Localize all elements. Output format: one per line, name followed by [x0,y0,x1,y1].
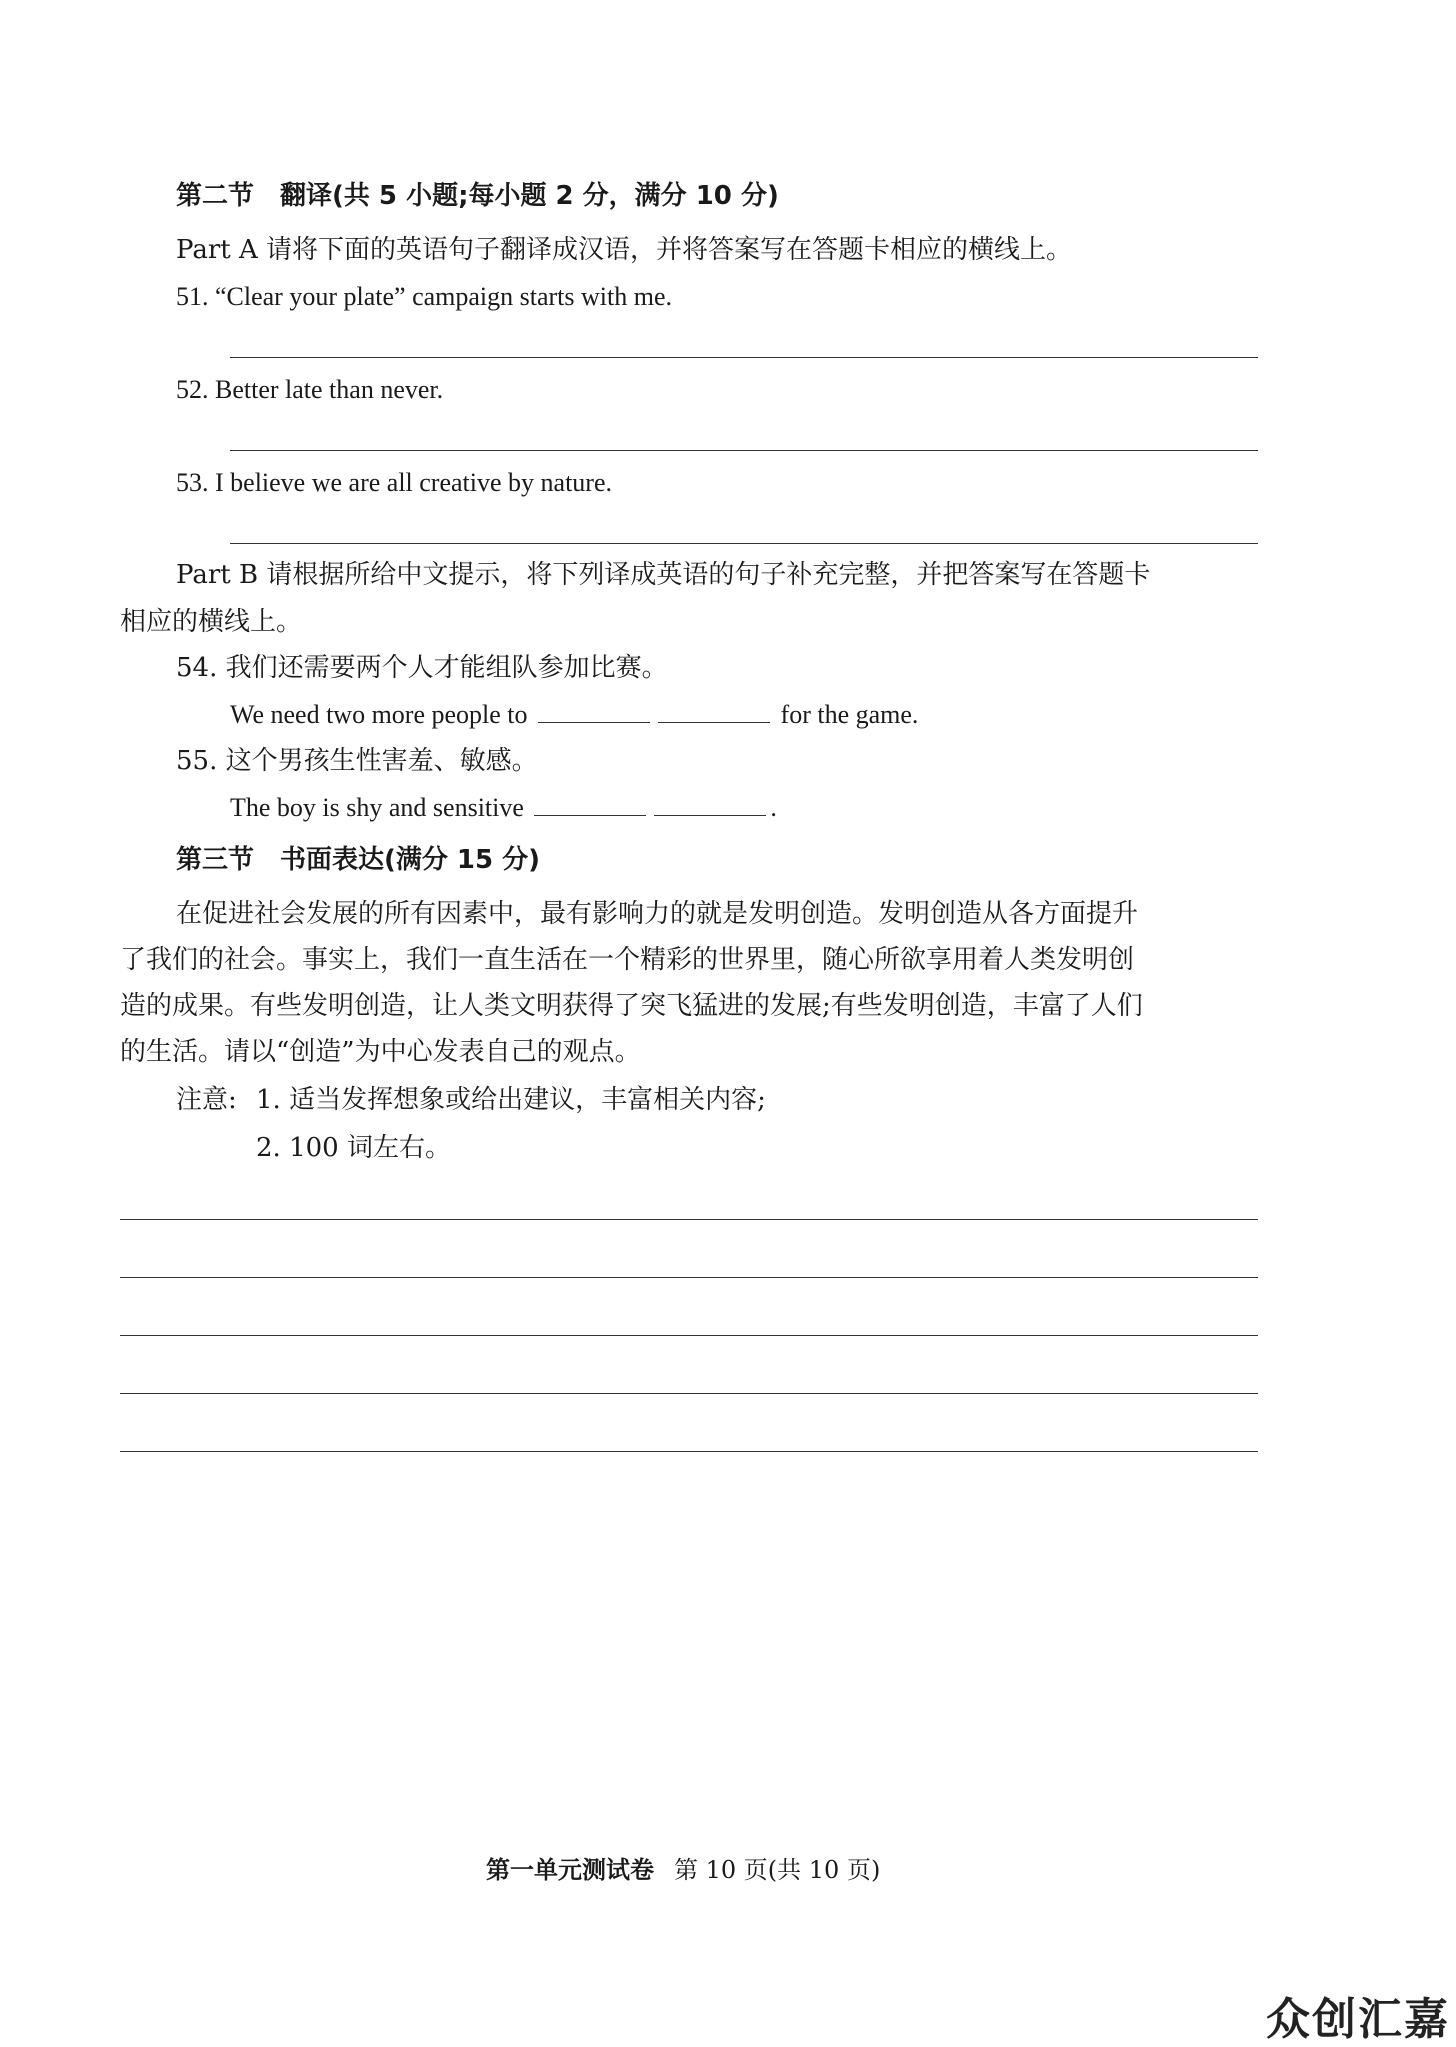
question-55 [176,743,538,779]
footer-page-number: 第 10 页(共 10 页) [674,1856,881,1884]
writing-line-5[interactable] [120,1451,1258,1452]
answer-line-51[interactable] [230,357,1258,358]
part-b-instruction-line-1: Part B 请根据所给中文提示，将下列译成英语的句子补充完整，并把答案写在答题卡 [176,560,1151,590]
writing-line-4[interactable] [120,1393,1258,1394]
question-text: Better late than never. [215,375,444,404]
question-53 [176,465,612,501]
question-52 [176,372,443,408]
question-55-sentence [230,790,777,826]
question-chinese: 我们还需要两个人才能组队参加比赛。 [225,653,668,683]
page-footer [486,1852,880,1888]
section-3-heading: 第三节 书面表达(满分 15 分) [176,845,541,875]
sentence-start: The boy is shy and sensitive [230,793,524,822]
question-number: 54. [176,653,218,683]
question-51 [176,279,672,315]
question-54-sentence [230,697,918,733]
note-label: 注意: [176,1085,237,1115]
question-number: 53. [176,468,209,497]
question-number: 51. [176,282,209,311]
note-1: 1. 适当发挥想象或给出建议，丰富相关内容; [256,1085,766,1115]
prompt-line-1: 在促进社会发展的所有因素中，最有影响力的就是发明创造。发明创造从各方面提升 [176,899,1139,929]
blank-input[interactable] [538,700,650,723]
watermark-logo: 众创汇嘉 [1266,1994,1450,2045]
section-2-heading: 第二节 翻译(共 5 小题;每小题 2 分，满分 10 分) [176,181,779,211]
sentence-end: . [770,793,777,822]
blank-input[interactable] [658,700,770,723]
question-number: 55. [176,746,218,776]
question-text: I believe we are all creative by nature. [215,468,612,497]
writing-line-1[interactable] [120,1219,1258,1220]
blank-input[interactable] [654,793,766,816]
question-number: 52. [176,375,209,404]
writing-line-3[interactable] [120,1335,1258,1336]
answer-line-52[interactable] [230,450,1258,451]
sentence-start: We need two more people to [230,700,528,729]
note-2: 2. 100 词左右。 [256,1133,451,1163]
part-b-instruction-line-2: 相应的横线上。 [120,607,303,637]
writing-line-2[interactable] [120,1277,1258,1278]
footer-title: 第一单元测试卷 [486,1856,654,1884]
question-chinese: 这个男孩生性害羞、敏感。 [225,746,538,776]
sentence-end: for the game. [780,700,919,729]
prompt-line-3: 造的成果。有些发明创造，让人类文明获得了突飞猛进的发展;有些发明创造，丰富了人们 [120,991,1143,1021]
question-54 [176,650,668,686]
prompt-line-4: 的生活。请以“创造”为中心发表自己的观点。 [120,1037,641,1067]
answer-line-53[interactable] [230,543,1258,544]
part-a-instruction: Part A 请将下面的英语句子翻译成汉语，并将答案写在答题卡相应的横线上。 [176,235,1073,265]
prompt-line-2: 了我们的社会。事实上，我们一直生活在一个精彩的世界里，随心所欲享用着人类发明创 [120,945,1135,975]
blank-input[interactable] [534,793,646,816]
question-text: “Clear your plate” campaign starts with me. [215,282,673,311]
